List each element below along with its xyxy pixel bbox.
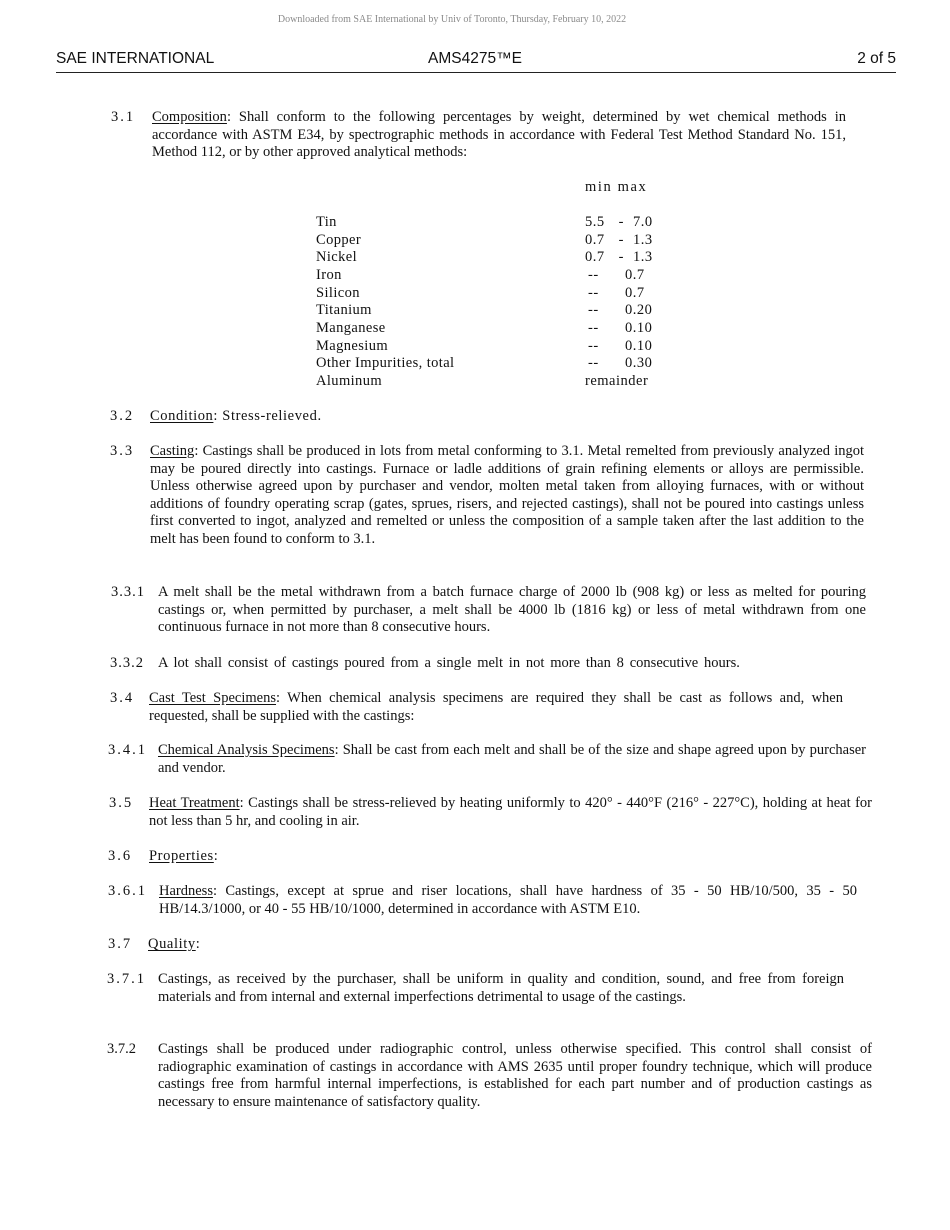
range-separator: - <box>618 214 624 230</box>
download-watermark: Downloaded from SAE International by Univ of Toronto, Thursday, February 10, 2022 <box>277 14 627 25</box>
composition-row <box>316 338 716 356</box>
composition-row <box>316 373 716 391</box>
section-title: Properties <box>149 848 214 864</box>
section-number: 3.4 <box>110 690 135 706</box>
range-separator: - <box>618 231 624 248</box>
element-name: Manganese <box>316 320 386 336</box>
section-text <box>158 742 866 777</box>
composition-row <box>316 320 716 338</box>
section-title: Casting <box>150 443 195 459</box>
document-number: AMS4275™E <box>428 50 522 67</box>
section-body: : Castings shall be stress-relieved by heating uniformly to 420° - 440°F (216° - 227°C), holding at heat for not less than 5 hr, and cooling in air. <box>149 795 872 829</box>
element-name: Nickel <box>316 249 358 265</box>
composition-row <box>316 214 716 232</box>
element-max: 1.3 <box>633 231 653 248</box>
element-max: 0.10 <box>625 320 653 336</box>
section-number: 3.7 <box>108 936 133 952</box>
section-body: : When chemical analysis specimens are required they shall be cast as follows and, when requested, shall be supplied with the castings: <box>149 690 843 724</box>
section-title: Heat Treatment <box>149 795 240 811</box>
page-header <box>56 50 896 73</box>
section-number: 3.4.1 <box>108 742 147 758</box>
element-name: Magnesium <box>316 338 389 354</box>
element-min: 0.7 <box>585 249 605 265</box>
section-text <box>158 655 858 673</box>
section-body: : <box>195 936 201 952</box>
section-text <box>150 408 850 426</box>
section-body: A melt shall be the metal withdrawn from a batch furnace charge of 2000 lb (908 kg) or less as melted for pouring castings or, when permitted by purchaser, a melt shall be 4000 lb (1816 kg) or less of metal withdrawn from one continuous furnace in not more than 8 consecutive hours. <box>158 584 866 636</box>
section-text <box>148 936 848 954</box>
element-min: -- <box>588 320 599 336</box>
range-separator: - <box>618 249 624 265</box>
section-number: 3.6.1 <box>108 883 147 899</box>
section-text <box>149 690 843 725</box>
section-number: 3.5 <box>109 795 134 811</box>
section-body: : Castings shall be produced in lots from metal conforming to 3.1. Metal remelted from previously analyzed ingot may be poured directly into castings. Furnace or ladle additions of grain refining elements or alloys are permissible. Unless otherwise agreed upon by purchaser and vendor, molten metal taken from alloying furnaces, with or without additions of foundry operating scrap (gates, sprues, risers, and rejected castings), shall not be poured into castings unless first converted to ingot, analyzed and remelted or unless the composition of a sample taken after the last addition to the melt has been found to conform to 3.1. <box>150 443 864 547</box>
section-body: : Castings, except at sprue and riser locations, shall have hardness of 35 - 50 HB/10/500, 35 - 50 HB/14.3/1000, or 40 - 55 HB/10/1000, determined in accordance with ASTM E10. <box>159 883 857 917</box>
section-title: Hardness <box>159 883 213 899</box>
section-text <box>150 443 864 549</box>
section-body: : Shall conform to the following percentages by weight, determined by wet chemical methods in accordance with ASTM E34, by spectrographic methods in accordance with Federal Test Method Standard No. 151, Method 112, or by other approved analytical methods: <box>152 109 846 161</box>
section-body: : Stress-relieved. <box>213 408 322 424</box>
element-name: Aluminum <box>316 373 383 389</box>
element-name: Tin <box>316 214 337 230</box>
element-min: 5.5 <box>585 214 605 230</box>
element-max: 0.30 <box>625 355 653 371</box>
section-title: Chemical Analysis Specimens <box>158 742 335 758</box>
section-text <box>158 584 866 637</box>
section-number: 3.2 <box>110 408 135 424</box>
element-name: Copper <box>316 231 362 248</box>
section-number: 3.7.1 <box>107 971 146 987</box>
section-number: 3.3 <box>110 443 135 459</box>
section-body: : <box>213 848 219 864</box>
section-text <box>158 971 844 1006</box>
composition-row <box>316 249 716 267</box>
section-body: Castings, as received by the purchaser, shall be uniform in quality and condition, sound, and free from foreign materials and from internal and external imperfections detrimental to usage of the castings. <box>158 971 844 1005</box>
composition-row <box>316 232 716 250</box>
composition-table <box>316 179 716 391</box>
element-max: 0.7 <box>625 285 645 301</box>
element-name: Iron <box>316 267 342 283</box>
element-min: -- <box>588 267 599 283</box>
section-number: 3.6 <box>108 848 133 864</box>
section-title: Quality <box>148 936 196 952</box>
section-text <box>149 795 872 830</box>
composition-row <box>316 285 716 303</box>
section-text <box>159 883 857 918</box>
page-number: 2 of 5 <box>857 50 896 67</box>
composition-header: min max <box>585 179 648 195</box>
element-min: -- <box>588 285 599 301</box>
publisher-name: SAE INTERNATIONAL <box>56 50 215 67</box>
section-number: 3.3.1 <box>111 584 145 600</box>
section-body: Castings shall be produced under radiographic control, unless otherwise specified. This control shall consist of radiographic examination of castings in accordance with AMS 2635 until proper foundry technique, which will produce castings free from harmful internal imperfections, is established for each part number and of production castings as necessary to ensure maintenance of satisfactory quality. <box>158 1041 872 1110</box>
section-body: : Shall be cast from each melt and shall be of the size and shape agreed upon by purchaser and vendor. <box>158 742 866 776</box>
section-text <box>158 1041 872 1111</box>
section-text <box>152 109 846 162</box>
section-title: Cast Test Specimens <box>149 690 277 706</box>
section-body: A lot shall consist of castings poured from a single melt in not more than 8 consecutive hours. <box>158 655 740 671</box>
element-min: 0.7 <box>585 231 605 248</box>
element-max: 0.10 <box>625 338 653 354</box>
element-name: Silicon <box>316 285 360 301</box>
composition-row <box>316 302 716 320</box>
section-number: 3.7.2 <box>107 1041 136 1057</box>
element-name: Titanium <box>316 302 372 318</box>
section-title: Condition <box>150 408 214 424</box>
composition-row <box>316 267 716 285</box>
element-min: -- <box>588 302 599 318</box>
element-min: -- <box>588 338 599 354</box>
composition-row <box>316 355 716 373</box>
section-number: 3.1 <box>111 109 136 125</box>
element-max: 0.7 <box>625 267 645 283</box>
section-title: Composition <box>152 109 227 125</box>
element-balance: remainder <box>585 373 649 389</box>
section-number: 3.3.2 <box>110 655 144 671</box>
element-max: 7.0 <box>633 214 653 230</box>
element-max: 1.3 <box>633 249 653 265</box>
section-text <box>149 848 849 866</box>
element-min: -- <box>588 355 599 371</box>
element-name: Other Impurities, total <box>316 355 455 371</box>
element-max: 0.20 <box>625 302 653 318</box>
